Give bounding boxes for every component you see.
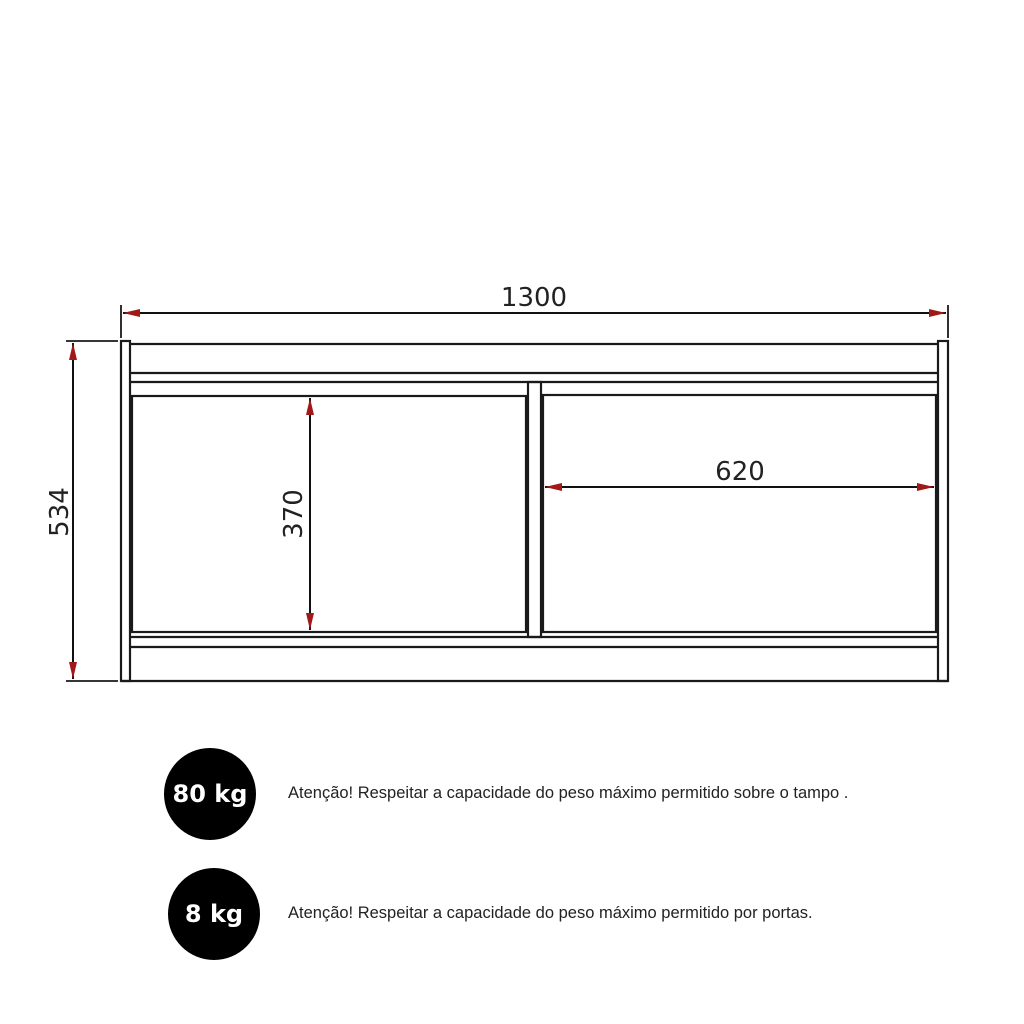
- center-divider: [528, 382, 541, 637]
- arrow-door-right: [917, 483, 934, 491]
- left-door: [132, 396, 526, 632]
- right-side-panel: [938, 341, 948, 681]
- width-label: 1300: [500, 283, 568, 313]
- arrow-top: [69, 343, 77, 360]
- weight-note-doors: Atenção! Respeitar a capacidade do peso máximo permitido por portas.: [288, 904, 813, 922]
- arrow-left: [123, 309, 140, 317]
- arrow-right: [929, 309, 946, 317]
- weight-note-top: Atenção! Respeitar a capacidade do peso máximo permitido sobre o tampo .: [288, 784, 849, 802]
- furniture-body: [121, 341, 948, 681]
- weight-badge-doors: 8 kg: [168, 868, 260, 960]
- arrow-door-left: [545, 483, 562, 491]
- door-height-dimension: [279, 398, 314, 630]
- left-side-panel: [121, 341, 130, 681]
- door-width-label: 620: [715, 457, 765, 487]
- door-width-dimension: [545, 457, 934, 491]
- height-dimension: [45, 341, 118, 681]
- door-height-label: 370: [279, 489, 309, 539]
- arrow-door-bottom: [306, 613, 314, 630]
- height-label: 534: [45, 487, 75, 537]
- right-door: [543, 395, 936, 632]
- width-dimension: [121, 283, 948, 338]
- arrow-bottom: [69, 662, 77, 679]
- weight-badge-top: 80 kg: [164, 748, 256, 840]
- arrow-door-top: [306, 398, 314, 415]
